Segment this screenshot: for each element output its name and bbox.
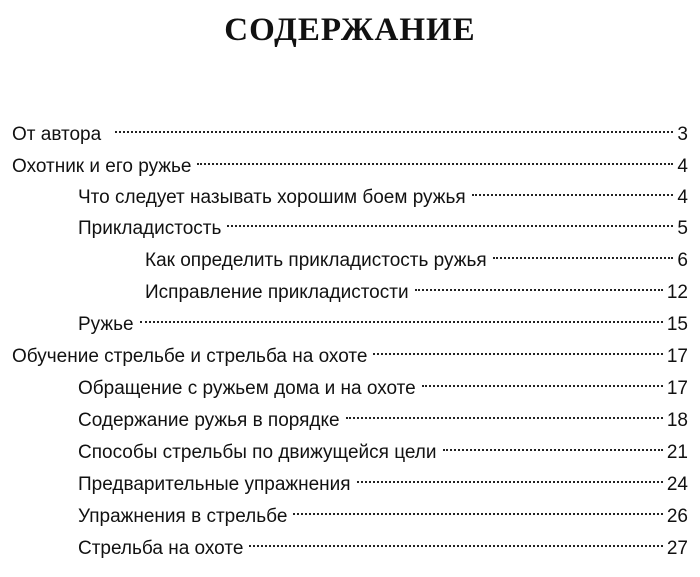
toc-entry-title: Что следует называть хорошим боем ружья [78,187,466,208]
dot-leader [373,334,662,362]
toc-entry-title: Обращение с ружьем дома и на охоте [78,378,416,399]
toc-entry-page: 24 [666,474,688,495]
toc-entry-page: 15 [666,314,688,335]
toc-entry [145,270,688,303]
toc-entry-title: Содержание ружья в порядке [78,410,340,431]
toc-entry-page: 21 [666,442,688,463]
toc-entry-title: Прикладистость [78,218,222,239]
toc-entry-title: Упражнения в стрельбе [78,506,288,527]
dot-leader [493,238,674,266]
toc-entry-page: 4 [677,156,688,177]
dot-leader [293,494,662,522]
toc-entry [78,462,688,495]
toc-entry-page: 4 [677,187,688,208]
toc-entry-page: 26 [666,506,688,527]
dot-leader [115,112,673,140]
toc-entry-title: Исправление прикладистости [145,282,409,303]
dot-leader [249,526,662,554]
toc-entry [78,366,688,399]
dot-leader [443,430,663,458]
toc-entry [78,494,688,527]
dot-leader [346,398,663,426]
dot-leader [472,175,674,203]
toc-entry-title: От автора [12,124,102,145]
toc-entry [78,175,688,208]
dot-leader [422,366,663,394]
toc-entry-title: Предварительные упражнения [78,474,351,495]
toc-entry [78,398,688,431]
dot-leader [357,462,663,490]
toc-entry-title: Ружье [78,314,134,335]
toc-entry-title: Охотник и его ружье [12,156,192,177]
toc-entry [78,430,688,463]
page-title: СОДЕРЖАНИЕ [224,12,476,48]
toc-entry-page: 17 [666,378,688,399]
toc-entry-page: 3 [677,124,688,145]
toc-entry-page: 17 [666,346,688,367]
toc-entry-title: Как определить прикладистость ружья [145,250,487,271]
toc-entry [12,144,688,177]
dot-leader [197,144,673,172]
toc-entry-title: Обучение стрельбе и стрельба на охоте [12,346,368,367]
toc-entry-page: 5 [677,218,688,239]
dot-leader [227,206,673,234]
toc-entry [78,206,688,239]
toc-entry-page: 18 [666,410,688,431]
toc-entry [145,238,688,271]
toc-entry [78,302,688,335]
toc-entry-title: Способы стрельбы по движущейся цели [78,442,437,463]
toc-entry [78,526,688,559]
toc-entry [12,334,688,367]
toc-entry [12,112,688,145]
toc-entry-page: 6 [677,250,688,271]
toc-entry-page: 27 [666,538,688,559]
toc-entry-page: 12 [666,282,688,303]
dot-leader [140,302,663,330]
toc-entry-title: Стрельба на охоте [78,538,244,559]
dot-leader [415,270,663,298]
